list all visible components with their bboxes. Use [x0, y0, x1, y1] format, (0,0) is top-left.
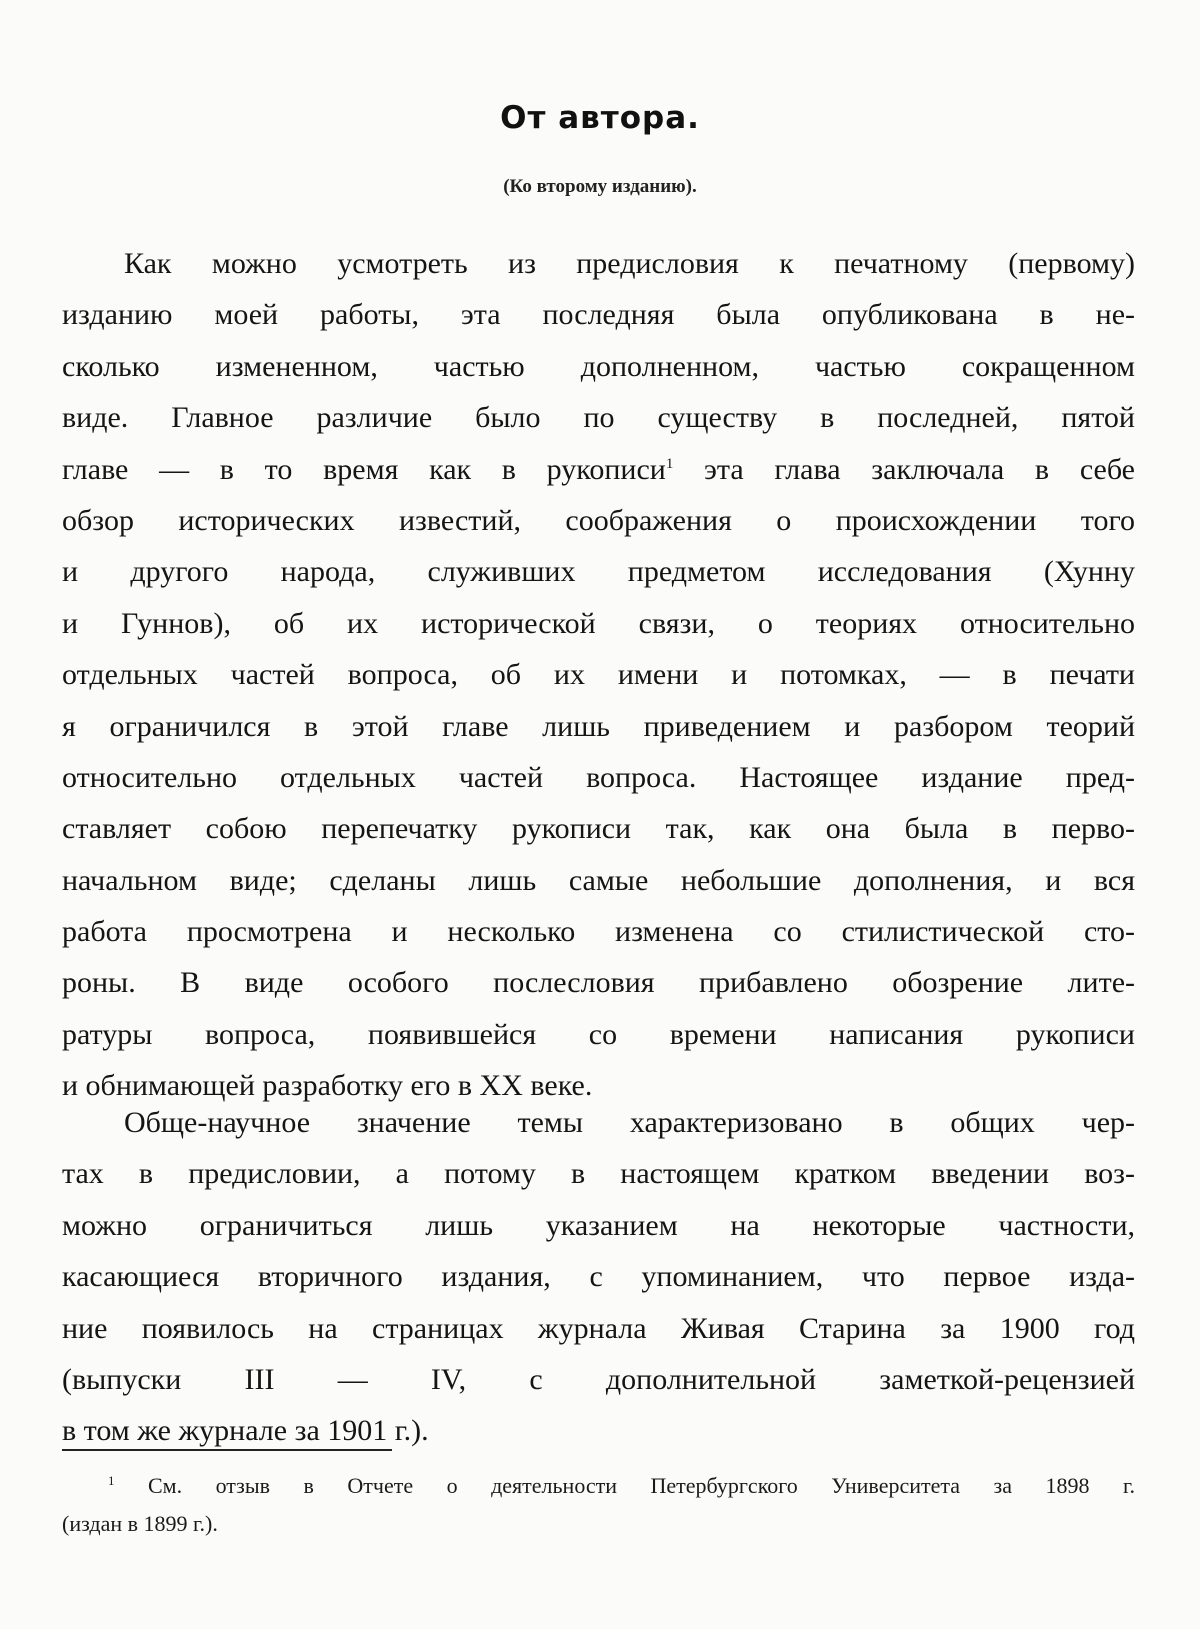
- text-line: (выпуски III — IV, с дополнительной заметкой-рецензией: [62, 1362, 1135, 1396]
- text-line: начальном виде; сделаны лишь самые небольшие дополнения, и вся: [62, 863, 1135, 897]
- text-line: ратуры вопроса, появившейся со времени написания рукописи: [62, 1017, 1135, 1051]
- text-line: сколько измененном, частью дополненном, частью сокращенном: [62, 349, 1135, 383]
- text-line: обзор исторических известий, соображения о происхождении того: [62, 503, 1135, 537]
- text-line: ние появилось на страницах журнала Живая Старина за 1900 год: [62, 1311, 1135, 1345]
- text-line: и обнимающей разработку его в XX веке.: [62, 1069, 593, 1103]
- text-line-with-footnote-ref: [62, 444, 1135, 495]
- page-title: От автора.: [500, 100, 700, 136]
- footnote-line: [62, 1467, 1135, 1505]
- text-line: и Гуннов), об их исторической связи, о теориях относительно: [62, 606, 1135, 640]
- paragraph-1: [62, 238, 1135, 1112]
- text-line: относительно отдельных частей вопроса. Настоящее издание пред-: [62, 760, 1135, 794]
- footnote-reference: 1: [665, 455, 674, 472]
- text-line: роны. В виде особого послесловия прибавлено обозрение лите-: [62, 966, 1135, 1000]
- text-line-part: главе — в то время как в рукописи: [62, 452, 666, 486]
- text-line-part: эта глава заключала в себе: [673, 452, 1135, 486]
- text-line: Как можно усмотреть из предисловия к печатному (первому): [124, 247, 1135, 280]
- page-subtitle: (Ко второму изданию).: [503, 176, 697, 197]
- footnote-line: (издан в 1899 г.).: [62, 1511, 218, 1536]
- text-line: можно ограничиться лишь указанием на некоторые частности,: [62, 1208, 1135, 1242]
- paragraph-2: [62, 1097, 1135, 1457]
- text-line: касающиеся вторичного издания, с упоминанием, что первое изда-: [62, 1260, 1135, 1294]
- footnote-divider: [62, 1449, 392, 1451]
- text-line: виде. Главное различие было по существу в последней, пятой: [62, 401, 1135, 435]
- footnote-marker: 1: [108, 1473, 115, 1488]
- text-line: отдельных частей вопроса, об их имени и потомках, — в печати: [62, 658, 1135, 692]
- text-line: работа просмотрена и несколько изменена со стилистической сто-: [62, 915, 1135, 949]
- text-line: Обще-научное значение темы характеризовано в общих чер-: [124, 1106, 1135, 1139]
- text-line: в том же журнале за 1901 г.).: [62, 1414, 429, 1448]
- footnote-text: См. отзыв в Отчете о деятельности Петербургского Университета за 1898 г.: [114, 1473, 1135, 1498]
- text-line: изданию моей работы, эта последняя была опубликована в не-: [62, 298, 1135, 332]
- text-line: ставляет собою перепечатку рукописи так, как она была в перво-: [62, 812, 1135, 846]
- text-line: я ограничился в этой главе лишь приведением и разбором теорий: [62, 709, 1135, 743]
- text-line: и другого народа, служивших предметом исследования (Хунну: [62, 555, 1135, 589]
- footnote: [62, 1467, 1135, 1543]
- text-line: тах в предисловии, а потому в настоящем кратком введении воз-: [62, 1157, 1135, 1191]
